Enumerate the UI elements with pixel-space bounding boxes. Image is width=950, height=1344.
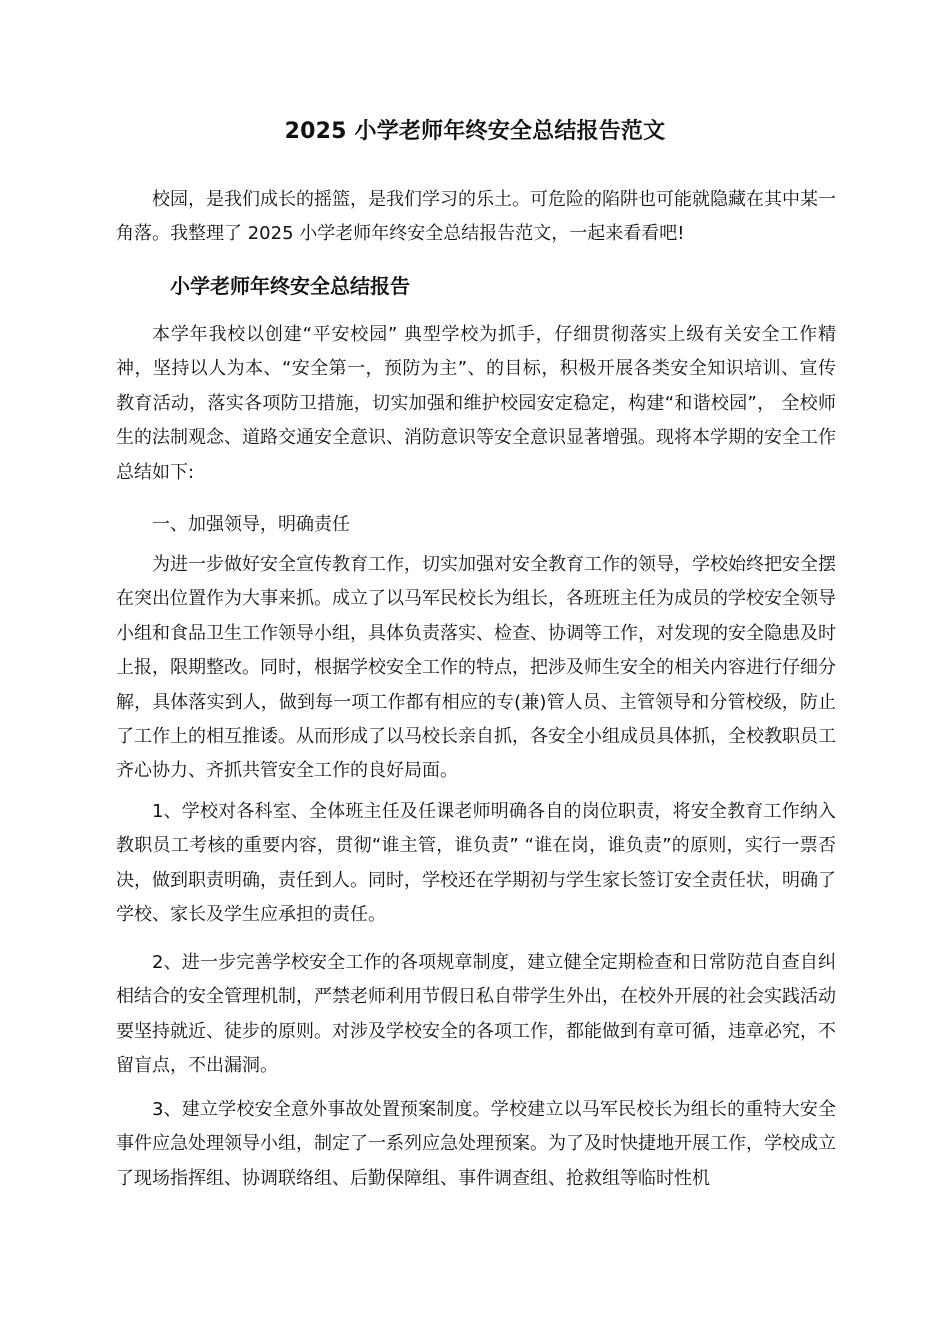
paragraph-overview: 本学年我校以创建“平安校园” 典型学校为抓手，仔细贯彻落实上级有关安全工作精神，坚持以人为本、“安全第一，预防为主”、的目标，积极开展各类安全知识培训、宣传教育活动，落实各项防卫措施，切实加强和维护校园安定稳定，构建“和谐校园”， 全校师生的法制观念、道路交通安全意识、消防意识等安全意识显著增强。现将本学期的安全工作总结如下: [116, 324, 836, 483]
document-title: 2025 小学老师年终安全总结报告范文 [284, 119, 666, 144]
section-heading: 小学老师年终安全总结报告 [170, 274, 410, 298]
intro-paragraph: 校园，是我们成长的摇篮，是我们学习的乐土。可危险的陷阱也可能就隐藏在其中某一角落。我整理了 2025 小学老师年终安全总结报告范文，一起来看看吧! [116, 189, 836, 245]
paragraph-leadership: 为进一步做好安全宣传教育工作，切实加强对安全教育工作的领导，学校始终把安全摆在突出位置作为大事来抓。成立了以马军民校长为组长，各班班主任为成员的学校安全领导小组和食品卫生工作领导小组，具体负责落实、检查、协调等工作，对发现的安全隐患及时上报，限期整改。同时，根据学校安全工作的特点，把涉及师生安全的相关内容进行仔细分解，具体落实到人，做到每一项工作都有相应的专(兼)管人员、主管领导和分管校级，防止了工作上的相互推诿。从而形成了以马校长亲自抓，各安全小组成员具体抓，全校教职员工齐心协力、齐抓共管安全工作的良好局面。 [116, 554, 836, 782]
subheading-leadership: 一、加强领导，明确责任 [152, 514, 350, 535]
paragraph-item-2: 2、进一步完善学校安全工作的各项规章制度，建立健全定期检查和日常防范自查自纠相结合的安全管理机制，严禁老师利用节假日私自带学生外出，在校外开展的社会实践活动要坚持就近、徒步的原则。对涉及学校安全的各项工作，都能做到有章可循，违章必究，不留盲点，不出漏洞。 [116, 952, 836, 1077]
paragraph-item-3: 3、建立学校安全意外事故处置预案制度。学校建立以马军民校长为组长的重特大安全事件应急处理领导小组，制定了一系列应急处理预案。为了及时快捷地开展工作，学校成立了现场指挥组、协调联络组、后勤保障组、事件调查组、抢救组等临时性机 [116, 1099, 836, 1189]
paragraph-item-1: 1、学校对各科室、全体班主任及任课老师明确各自的岗位职责，将安全教育工作纳入教职员工考核的重要内容，贯彻“谁主管，谁负责” “谁在岗，谁负责”的原则，实行一票否决，做到职责明确，责任到人。同时，学校还在学期初与学生家长签订安全责任状，明确了学校、家长及学生应承担的责任。 [116, 801, 836, 926]
